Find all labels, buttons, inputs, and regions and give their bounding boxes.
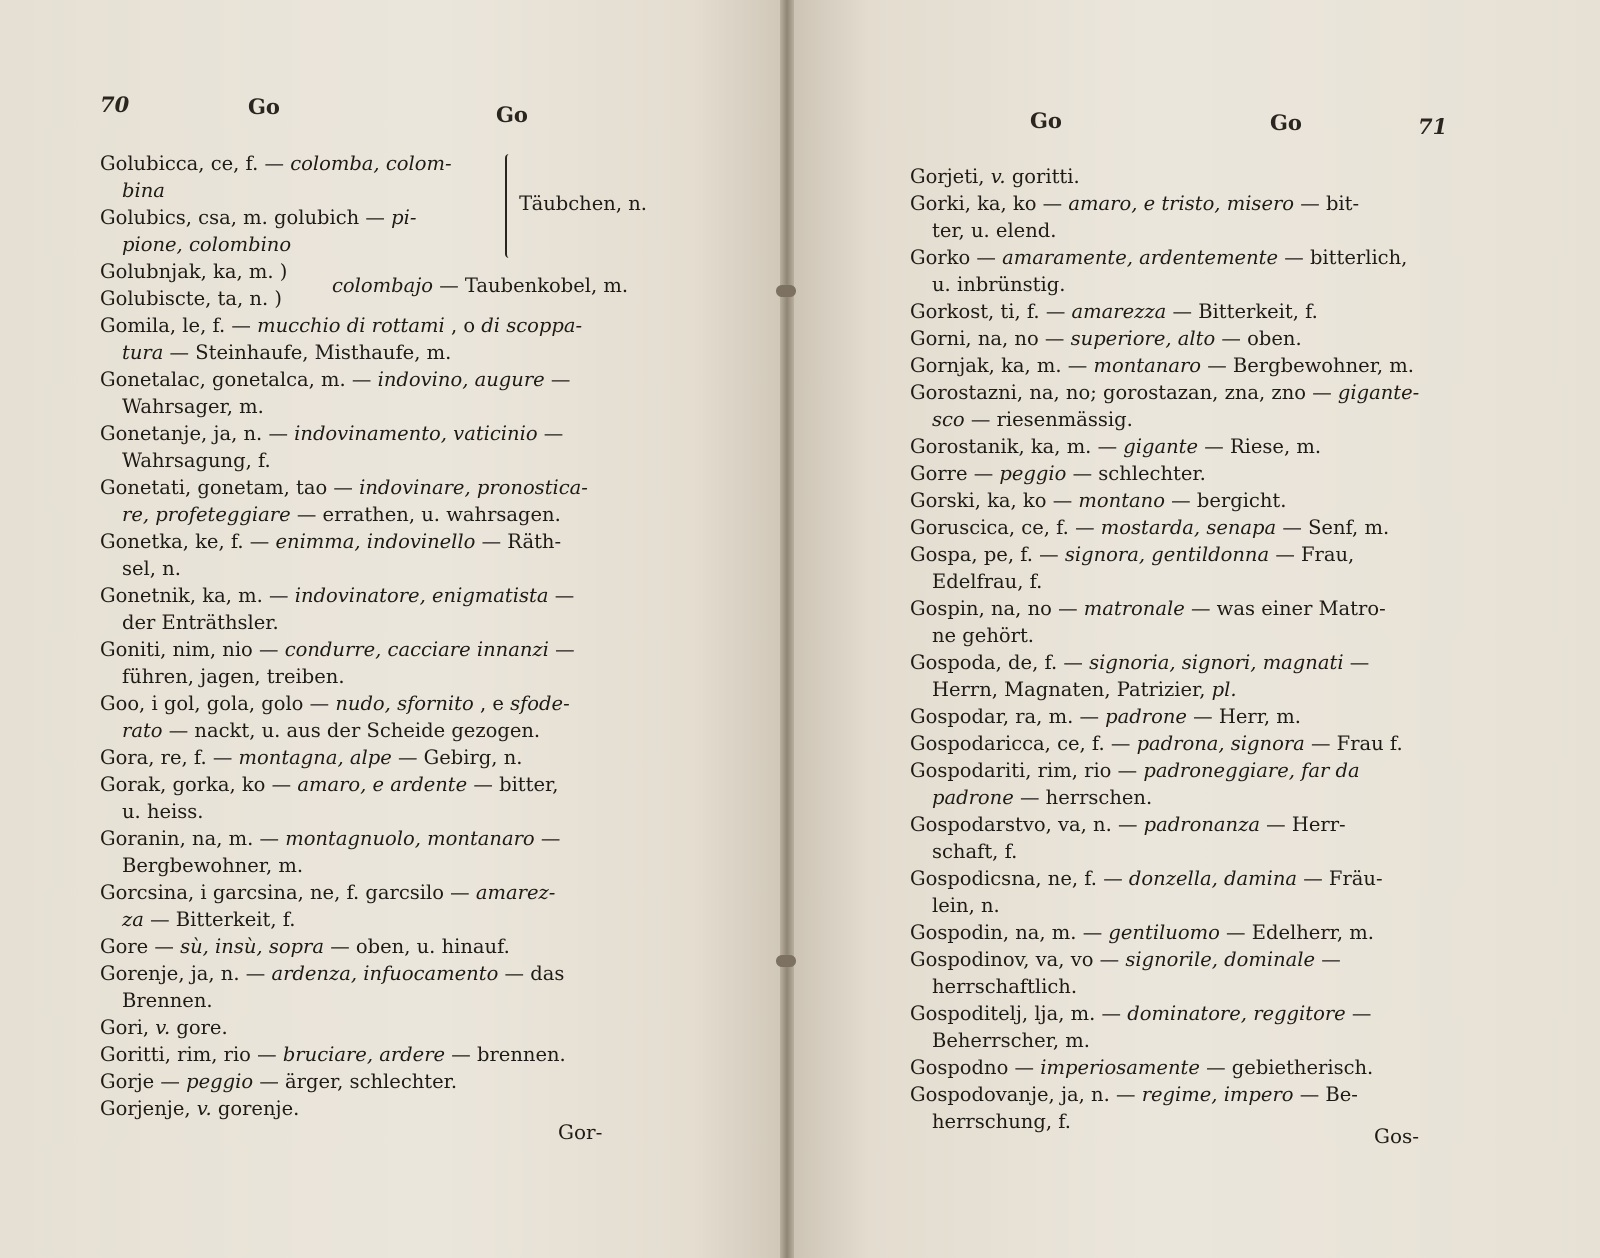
- entry-it: montanaro: [1093, 354, 1202, 377]
- entry-mid: — was einer Matro-: [1190, 597, 1386, 620]
- running-header-right: Go: [1270, 110, 1302, 135]
- entry-head: Gonetati, gonetam, tao —: [100, 476, 353, 499]
- right-page: [788, 0, 1600, 1258]
- entry-head: Gospodariti, rim, rio —: [910, 759, 1138, 782]
- dictionary-entry: [910, 460, 1478, 487]
- entry-it: sù, insù, sopra: [180, 935, 324, 958]
- dictionary-entry: [910, 757, 1478, 811]
- entry-it: signoria, signori, magnati: [1089, 651, 1344, 674]
- bracket-group: [100, 150, 655, 258]
- entry-head: Gore —: [100, 935, 174, 958]
- entry-head: Gospodovanje, ja, n. —: [910, 1083, 1136, 1106]
- entry-cont: — herrschen.: [1019, 786, 1153, 809]
- paired-line: Golubiscte, ta, n. ): [100, 287, 282, 310]
- dictionary-entry: [100, 312, 655, 366]
- entry-mid: , e: [479, 692, 504, 715]
- entry-head: Gospodaricca, ce, f. —: [910, 732, 1131, 755]
- entry-it: signorile, dominale: [1125, 948, 1316, 971]
- entry-mid: — brennen.: [451, 1043, 566, 1066]
- dictionary-entry: [910, 1054, 1478, 1081]
- entry-mid: — bitter,: [473, 773, 559, 796]
- entry-it: amaro, e ardente: [297, 773, 468, 796]
- dictionary-entry: [910, 163, 1478, 190]
- entry-it: gigante: [1123, 435, 1199, 458]
- entry-cont-it: tura: [122, 341, 164, 364]
- entry-cont: sel, n.: [122, 557, 181, 580]
- entry-it2: di scoppa-: [481, 314, 583, 337]
- dictionary-entry: [910, 919, 1478, 946]
- entry-mid: — ärger, schlechter.: [259, 1070, 458, 1093]
- catchword: Gor-: [558, 1120, 603, 1144]
- entry-head: Goranin, na, m. —: [100, 827, 279, 850]
- entry-head: Gospin, na, no —: [910, 597, 1078, 620]
- entry-mid: — schlechter.: [1072, 462, 1206, 485]
- entry-mid: , o: [450, 314, 476, 337]
- entry-mid: goritti.: [1011, 165, 1080, 188]
- dictionary-entry: [910, 298, 1478, 325]
- entry-cont: schaft, f.: [932, 840, 1018, 863]
- dictionary-entry: [910, 379, 1478, 433]
- entry-head: Gonetanje, ja, n. —: [100, 422, 288, 445]
- dictionary-entry: [910, 703, 1478, 730]
- running-header-right: Go: [496, 102, 528, 127]
- entry-mid: — Bitterkeit, f.: [1172, 300, 1318, 323]
- entry-it: signora, gentildonna: [1064, 543, 1270, 566]
- entry-it: dominatore, reggitore: [1127, 1002, 1346, 1025]
- entry-cont: Wahrsagung, f.: [122, 449, 271, 472]
- entry-cont-it2: pl.: [1211, 678, 1237, 701]
- entry-cont: ne gehört.: [932, 624, 1034, 647]
- entry-mid: —: [543, 422, 564, 445]
- entry-mid: — Senf, m.: [1282, 516, 1390, 539]
- dictionary-entry: Golubicca, ce, f. — colomba, colom- bina: [100, 152, 452, 202]
- entry-mid: — Frau f.: [1310, 732, 1403, 755]
- paired-translation: colombajo — Taubenkobel, m.: [332, 274, 629, 297]
- dictionary-entry: [910, 352, 1478, 379]
- dictionary-entry: [100, 1095, 655, 1122]
- entry-cont: ter, u. elend.: [932, 219, 1057, 242]
- entry-it: amarezza: [1071, 300, 1167, 323]
- dictionary-entry: [910, 487, 1478, 514]
- entry-it: v.: [196, 1097, 212, 1120]
- entry-it: mucchio di rottami: [257, 314, 445, 337]
- entry-it: montano: [1078, 489, 1165, 512]
- entry-head: Gospodinov, va, vo —: [910, 948, 1120, 971]
- entry-head: Gori,: [100, 1016, 150, 1039]
- entry-head: Goritti, rim, rio —: [100, 1043, 277, 1066]
- entry-it: ardenza, infuocamento: [271, 962, 499, 985]
- left-column: [100, 150, 655, 1122]
- entry-it: padrona, signora: [1136, 732, 1305, 755]
- entry-mid: —: [1351, 1002, 1372, 1025]
- entry-head: Goruscica, ce, f. —: [910, 516, 1095, 539]
- entry-mid: —: [550, 368, 571, 391]
- entry-it: v.: [155, 1016, 171, 1039]
- entry-cont: der Enträthsler.: [122, 611, 279, 634]
- entry-it: enimma, indovinello: [275, 530, 476, 553]
- entry-head: Gorjenje,: [100, 1097, 191, 1120]
- entry-cont: Edelfrau, f.: [932, 570, 1043, 593]
- entry-it: padrone: [1105, 705, 1187, 728]
- entry-head: Gospodar, ra, m. —: [910, 705, 1099, 728]
- dictionary-entry: [910, 541, 1478, 595]
- page-number: 70: [100, 92, 130, 117]
- entry-it: v.: [990, 165, 1006, 188]
- entry-head: Gorostazni, na, no; gorostazan, zna, zno —: [910, 381, 1332, 404]
- dictionary-entry: [100, 582, 655, 636]
- entry-it: bruciare, ardere: [282, 1043, 446, 1066]
- entry-it: montagnuolo, montanaro: [285, 827, 535, 850]
- entry-mid: — Frau,: [1275, 543, 1355, 566]
- entry-head: Gorni, na, no —: [910, 327, 1065, 350]
- dictionary-entry: [100, 366, 655, 420]
- bracket-translation: Täubchen, n.: [519, 192, 647, 215]
- entry-cont-it: sco: [932, 408, 965, 431]
- entry-head: Gonetka, ke, f. —: [100, 530, 270, 553]
- dictionary-entry: [910, 946, 1478, 1000]
- entry-it: amarez-: [475, 881, 556, 904]
- entry-it: peggio: [186, 1070, 254, 1093]
- entry-head: Gorenje, ja, n. —: [100, 962, 266, 985]
- binding-stitch: [776, 285, 796, 297]
- dictionary-entry: [910, 811, 1478, 865]
- left-page: [0, 0, 788, 1258]
- entry-cont: Bergbewohner, m.: [122, 854, 304, 877]
- entry-cont: Wahrsager, m.: [122, 395, 264, 418]
- entry-head: Gospodarstvo, va, n. —: [910, 813, 1138, 836]
- entry-head: Gorski, ka, ko —: [910, 489, 1073, 512]
- entry-mid: gore.: [176, 1016, 228, 1039]
- entry-it2: sfode-: [510, 692, 570, 715]
- entry-mid: — bitterlich,: [1284, 246, 1408, 269]
- entry-head: Gorcsina, i garcsina, ne, f. garcsilo —: [100, 881, 470, 904]
- entry-it: matronale: [1083, 597, 1185, 620]
- entry-mid: gorenje.: [217, 1097, 300, 1120]
- entry-it: padroneggiare, far da: [1143, 759, 1360, 782]
- entry-mid: —: [1349, 651, 1370, 674]
- entry-it: indovinare, pronostica-: [359, 476, 588, 499]
- paired-entries: [100, 258, 655, 312]
- entry-it: imperiosamente: [1040, 1056, 1200, 1079]
- entry-head: Gorko —: [910, 246, 996, 269]
- page-number: 71: [1418, 114, 1448, 139]
- dictionary-entry: [910, 325, 1478, 352]
- dictionary-entry: [100, 744, 655, 771]
- running-header-left: Go: [1030, 108, 1062, 133]
- entry-mid: — bergicht.: [1171, 489, 1287, 512]
- entry-mid: —: [540, 827, 561, 850]
- entry-cont: — Bitterkeit, f.: [150, 908, 296, 931]
- entry-head: Gomila, le, f. —: [100, 314, 251, 337]
- entry-it: gigante-: [1337, 381, 1420, 404]
- entry-mid: —: [554, 584, 575, 607]
- entry-it: indovinatore, enigmatista: [294, 584, 549, 607]
- dictionary-entry: [100, 636, 655, 690]
- right-column: [910, 163, 1478, 1135]
- entry-head: Gorje —: [100, 1070, 180, 1093]
- dictionary-entry: [910, 433, 1478, 460]
- entry-cont: herrschung, f.: [932, 1110, 1071, 1133]
- entry-it: amaramente, ardentemente: [1002, 246, 1279, 269]
- dictionary-entry: [100, 690, 655, 744]
- entry-mid: —: [1321, 948, 1341, 971]
- entry-head: Gonetalac, gonetalca, m. —: [100, 368, 372, 391]
- entry-mid: — Fräu-: [1303, 867, 1383, 890]
- dictionary-entry: [100, 825, 655, 879]
- entry-cont: — nackt, u. aus der Scheide gezogen.: [168, 719, 541, 742]
- entry-cont: herrschaftlich.: [932, 975, 1078, 998]
- paired-line: Golubnjak, ka, m. ): [100, 260, 288, 283]
- entry-head: Gorostanik, ka, m. —: [910, 435, 1118, 458]
- entry-mid: — oben, u. hinauf.: [330, 935, 510, 958]
- entry-head: Gora, re, f. —: [100, 746, 233, 769]
- entry-cont-it: za: [122, 908, 144, 931]
- dictionary-entry: [910, 514, 1478, 541]
- entry-head: Gorre —: [910, 462, 994, 485]
- entry-head: Gospoditelj, lja, m. —: [910, 1002, 1122, 1025]
- entry-mid: — Edelherr, m.: [1226, 921, 1374, 944]
- entry-head: Goniti, nim, nio —: [100, 638, 279, 661]
- entry-it: peggio: [999, 462, 1067, 485]
- entry-mid: — Räth-: [481, 530, 562, 553]
- entry-cont: Brennen.: [122, 989, 213, 1012]
- dictionary-entry: [910, 649, 1478, 703]
- entry-head: Gorak, gorka, ko —: [100, 773, 292, 796]
- entry-head: Gorjeti,: [910, 165, 985, 188]
- entry-cont: Beherrscher, m.: [932, 1029, 1090, 1052]
- entry-head: Gonetnik, ka, m. —: [100, 584, 289, 607]
- dictionary-entry: [910, 190, 1478, 244]
- entry-mid: — gebietherisch.: [1206, 1056, 1374, 1079]
- entry-cont-it: rato: [122, 719, 163, 742]
- entry-cont: Herrn, Magnaten, Patrizier,: [932, 678, 1206, 701]
- entry-cont: lein, n.: [932, 894, 1000, 917]
- entry-it: donzella, damina: [1128, 867, 1298, 890]
- entry-head: Gorki, ka, ko —: [910, 192, 1063, 215]
- entry-it: indovinamento, vaticinio: [294, 422, 538, 445]
- entry-mid: — Herr-: [1266, 813, 1346, 836]
- entry-cont: — Steinhaufe, Misthaufe, m.: [169, 341, 452, 364]
- running-header-left: Go: [248, 94, 280, 119]
- entry-head: Gornjak, ka, m. —: [910, 354, 1088, 377]
- entry-it: gentiluomo: [1108, 921, 1220, 944]
- entry-it: padronanza: [1143, 813, 1260, 836]
- entry-mid: — das: [504, 962, 565, 985]
- dictionary-entry: [100, 420, 655, 474]
- entry-it: montagna, alpe: [238, 746, 392, 769]
- entry-mid: — Gebirg, n.: [397, 746, 523, 769]
- dictionary-entry: [100, 474, 655, 528]
- entry-mid: — oben.: [1221, 327, 1302, 350]
- entry-cont-it: re, profeteggiare: [122, 503, 291, 526]
- dictionary-entry: [910, 730, 1478, 757]
- entry-it: mostarda, senapa: [1100, 516, 1277, 539]
- catchword: Gos-: [1374, 1124, 1420, 1148]
- entry-it: nudo, sfornito: [335, 692, 474, 715]
- entry-mid: — Bergbewohner, m.: [1207, 354, 1414, 377]
- entry-head: Gospodin, na, m. —: [910, 921, 1103, 944]
- entry-it: regime, impero: [1141, 1083, 1294, 1106]
- binding-stitch: [776, 955, 796, 967]
- entry-head: Gospodicsna, ne, f. —: [910, 867, 1123, 890]
- book-gutter: [780, 0, 794, 1258]
- dictionary-entry: [100, 879, 655, 933]
- entry-head: Gospa, pe, f. —: [910, 543, 1059, 566]
- entry-head: Gospodno —: [910, 1056, 1035, 1079]
- entry-head: Gospoda, de, f. —: [910, 651, 1083, 674]
- entry-mid: — Be-: [1299, 1083, 1358, 1106]
- dictionary-entry: [100, 960, 655, 1014]
- entry-head: Goo, i gol, gola, golo —: [100, 692, 330, 715]
- bracket-brace: [505, 154, 517, 258]
- left-entry-list: [100, 312, 655, 1122]
- entry-cont: — riesenmässig.: [970, 408, 1133, 431]
- dictionary-entry: [100, 528, 655, 582]
- entry-head: Gorkost, ti, f. —: [910, 300, 1066, 323]
- dictionary-entry: [910, 865, 1478, 919]
- dictionary-entry: [100, 1014, 655, 1041]
- dictionary-entry: [100, 1068, 655, 1095]
- entry-it: indovino, augure: [377, 368, 545, 391]
- entry-mid: —: [555, 638, 575, 661]
- entry-mid: — Riese, m.: [1204, 435, 1322, 458]
- entry-mid: — bit-: [1300, 192, 1360, 215]
- dictionary-entry: [910, 1000, 1478, 1054]
- dictionary-entry: Golubics, csa, m. golubich — pi- pione, colombino: [100, 206, 417, 256]
- entry-mid: — Herr, m.: [1193, 705, 1301, 728]
- entry-cont-it: padrone: [932, 786, 1014, 809]
- entry-cont: führen, jagen, treiben.: [122, 665, 345, 688]
- entry-it: condurre, cacciare innanzi: [284, 638, 549, 661]
- right-entry-list: [910, 163, 1478, 1135]
- entry-it: superiore, alto: [1070, 327, 1216, 350]
- dictionary-entry: [100, 1041, 655, 1068]
- entry-it: amaro, e tristo, misero: [1068, 192, 1295, 215]
- entry-cont: u. inbrünstig.: [932, 273, 1066, 296]
- dictionary-entry: [100, 933, 655, 960]
- dictionary-entry: [910, 595, 1478, 649]
- entry-cont: u. heiss.: [122, 800, 204, 823]
- entry-cont: — errathen, u. wahrsagen.: [296, 503, 561, 526]
- dictionary-entry: [910, 244, 1478, 298]
- dictionary-entry: [100, 771, 655, 825]
